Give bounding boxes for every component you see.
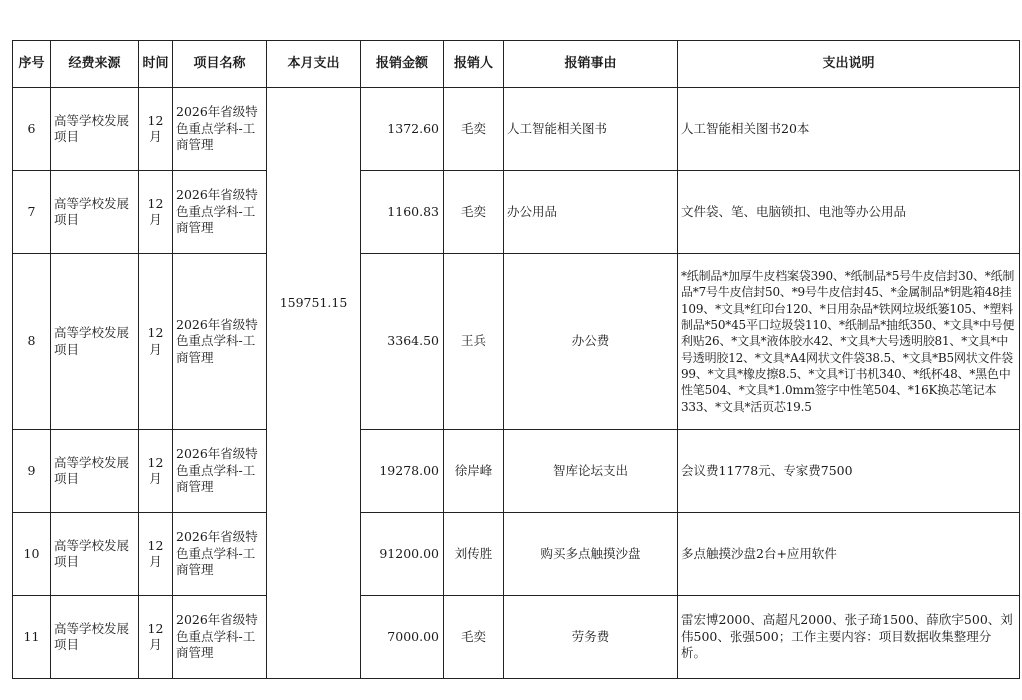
cell-fund-source: 高等学校发展项目 [51,88,139,171]
header-monthly-expense: 本月支出 [267,41,361,88]
table-header-row [13,41,1020,88]
cell-time: 12月 [139,88,173,171]
cell-desc: 会议费11778元、专家费7500 [678,430,1020,513]
cell-person: 徐岸峰 [444,430,504,513]
table-row [13,254,1020,430]
cell-amount: 7000.00 [361,596,444,679]
cell-project-name: 2026年省级特色重点学科-工商管理 [173,430,267,513]
header-project-name: 项目名称 [173,41,267,88]
header-reimb-amount: 报销金额 [361,41,444,88]
table-row [13,88,1020,171]
cell-desc: 雷宏博2000、高超凡2000、张子琦1500、薛欣宇500、刘伟500、张强500；工作主要内容：项目数据收集整理分析。 [678,596,1020,679]
cell-amount: 19278.00 [361,430,444,513]
cell-desc: *纸制品*加厚牛皮档案袋390、*纸制品*5号牛皮信封30、*纸制品*7号牛皮信封50、*9号牛皮信封45、*金属制品*钥匙箱48挂109、*文具*红印台120、*日用杂品*铁网垃圾纸篓105、*塑料制品*50*45平口垃圾袋110、*纸制品*抽纸350、*文具*中号便利贴26、*文具*液体胶水42、*文具*大号透明胶81、*文具*中号透明胶12、*文具*A4网状文件袋38.5、*文具*B5网状文件袋99、*文具*橡皮擦8.5、*文具*订书机340、*纸杯48、*黑色中性笔504、*文具*1.0mm签字中性笔504、*16K换芯笔记本333、*文具*活页芯19.5 [678,254,1020,430]
cell-fund-source: 高等学校发展项目 [51,254,139,430]
cell-person: 刘传胜 [444,513,504,596]
cell-reason: 人工智能相关图书 [504,88,678,171]
header-reimb-reason: 报销事由 [504,41,678,88]
cell-project-name: 2026年省级特色重点学科-工商管理 [173,513,267,596]
cell-seq: 10 [13,513,51,596]
cell-project-name: 2026年省级特色重点学科-工商管理 [173,596,267,679]
cell-time: 12月 [139,430,173,513]
cell-fund-source: 高等学校发展项目 [51,430,139,513]
cell-amount: 3364.50 [361,254,444,430]
table-row [13,430,1020,513]
cell-seq: 7 [13,171,51,254]
cell-seq: 9 [13,430,51,513]
header-seq: 序号 [13,41,51,88]
cell-amount: 1372.60 [361,88,444,171]
expense-table [12,40,1020,679]
cell-project-name: 2026年省级特色重点学科-工商管理 [173,254,267,430]
cell-time: 12月 [139,254,173,430]
cell-project-name: 2026年省级特色重点学科-工商管理 [173,88,267,171]
cell-desc: 多点触摸沙盘2台+应用软件 [678,513,1020,596]
cell-monthly-total: 159751.15 [267,88,361,679]
cell-time: 12月 [139,596,173,679]
cell-desc: 人工智能相关图书20本 [678,88,1020,171]
cell-reason: 智库论坛支出 [504,430,678,513]
cell-person: 毛奕 [444,596,504,679]
cell-person: 毛奕 [444,88,504,171]
header-fund-source: 经费来源 [51,41,139,88]
table-row [13,171,1020,254]
cell-desc: 文件袋、笔、电脑锁扣、电池等办公用品 [678,171,1020,254]
cell-project-name: 2026年省级特色重点学科-工商管理 [173,171,267,254]
cell-time: 12月 [139,513,173,596]
cell-seq: 6 [13,88,51,171]
cell-person: 毛奕 [444,171,504,254]
table-row [13,596,1020,679]
cell-reason: 办公费 [504,254,678,430]
cell-amount: 91200.00 [361,513,444,596]
table-row [13,513,1020,596]
cell-amount: 1160.83 [361,171,444,254]
cell-seq: 11 [13,596,51,679]
header-expense-desc: 支出说明 [678,41,1020,88]
cell-reason: 购买多点触摸沙盘 [504,513,678,596]
cell-reason: 劳务费 [504,596,678,679]
cell-reason: 办公用品 [504,171,678,254]
cell-person: 王兵 [444,254,504,430]
cell-seq: 8 [13,254,51,430]
cell-fund-source: 高等学校发展项目 [51,596,139,679]
cell-fund-source: 高等学校发展项目 [51,513,139,596]
cell-fund-source: 高等学校发展项目 [51,171,139,254]
cell-time: 12月 [139,171,173,254]
header-time: 时间 [139,41,173,88]
header-reimb-person: 报销人 [444,41,504,88]
